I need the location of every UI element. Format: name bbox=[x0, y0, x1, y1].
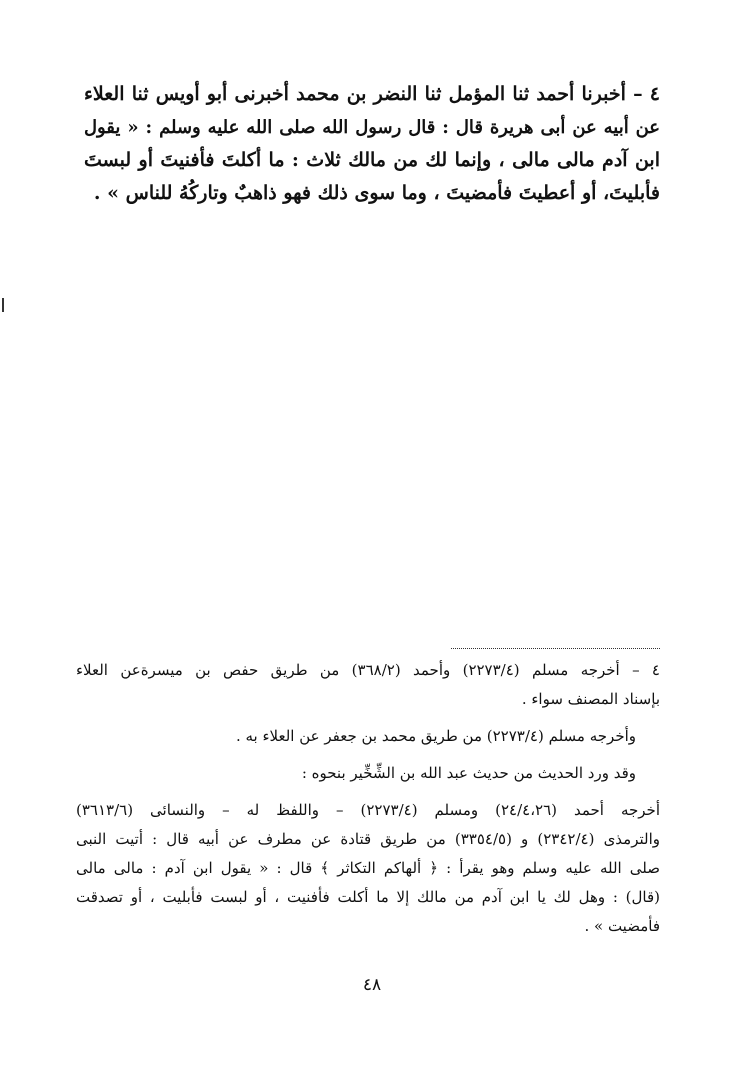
footnote-line: أخرجه أحمد (٢٤/٤،٢٦) ومسلم (٢٢٧٣/٤) – واللفظ له – والنسائى (٣٦١٣/٦) bbox=[76, 801, 660, 819]
footnote-line: وقد ورد الحديث من حديث عبد الله بن الشِّخِّير بنحوه : bbox=[301, 764, 636, 782]
footnote-line: ٤ – أخرجه مسلم (٢٢٧٣/٤) وأحمد (٣٦٨/٢) من طريق حفص بن ميسرةعن العلاء bbox=[76, 661, 660, 679]
footnote-line: بإسناد المصنف سواء . bbox=[521, 690, 660, 708]
scan-edge-mark bbox=[2, 298, 4, 312]
hadith-text bbox=[84, 78, 660, 210]
footnotes bbox=[76, 656, 660, 941]
footnote-divider bbox=[451, 648, 660, 649]
page-number: ٤٨ bbox=[362, 975, 382, 995]
hadith-line: ابن آدم مالى مالى ، وإنما لك من مالك ثلاث : ما أكلتَ فأفنيتَ أو لبستَ bbox=[84, 149, 660, 171]
footnote-line: صلى الله عليه وسلم وهو يقرأ : ﴿ ألهاكم التكاثر ﴾ قال : « يقول ابن آدم : مالى مالى bbox=[76, 859, 660, 877]
footnote-line: فأمضيت » . bbox=[584, 917, 660, 935]
footnote-line: والترمذى (٢٣٤٢/٤) و (٣٣٥٤/٥) من طريق قتادة عن مطرف عن أبيه قال : أتيت النبى bbox=[76, 830, 660, 848]
footnote-line: (قال) : وهل لك يا ابن آدم من مالك إلا ما أكلت فأفنيت ، أو لبست فأبليت ، أو تصدقت bbox=[76, 888, 660, 906]
footnote-line: وأخرجه مسلم (٢٢٧٣/٤) من طريق محمد بن جعفر عن العلاء به . bbox=[235, 727, 636, 745]
hadith-line: ٤ – أخبرنا أحمد ثنا المؤمل ثنا النضر بن محمد أخبرنى أبو أويس ثنا العلاء bbox=[84, 83, 660, 105]
hadith-line: عن أبيه عن أبى هريرة قال : قال رسول الله صلى الله عليه وسلم : « يقول bbox=[84, 117, 660, 138]
hadith-line: فأبليتَ، أو أعطيتَ فأمضيتَ ، وما سوى ذلك فهو ذاهبٌ وتاركُهُ للناس » . bbox=[93, 182, 660, 204]
